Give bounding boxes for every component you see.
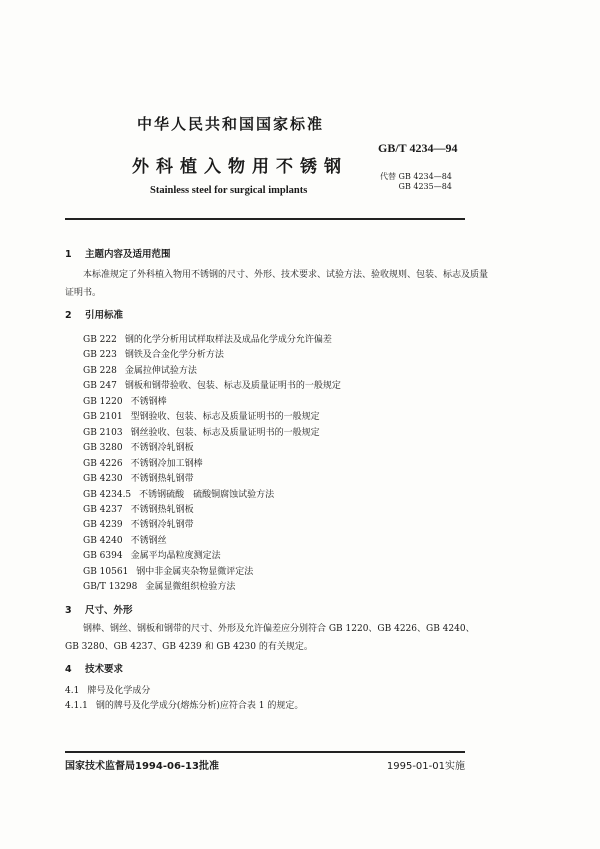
reference-item [83, 517, 194, 530]
reference-code: GB 1220 [83, 396, 123, 407]
reference-title: 不锈钢丝 [130, 535, 167, 546]
reference-title: 不锈钢棒 [130, 396, 167, 407]
paragraph-line: GB 3280、GB 4237、GB 4239 和 GB 4230 的有关规定。 [65, 642, 313, 652]
section-number: 4 [65, 664, 72, 675]
paragraph-line: 钢棒、钢丝、钢板和钢带的尺寸、外形及允许偏差应分别符合 GB 1220、GB 4226、GB 4240、 [83, 624, 475, 634]
reference-title: 钢铁及合金化学分析方法 [124, 350, 224, 361]
reference-code: GB 4234.5 [83, 489, 132, 500]
reference-code: GB 4230 [83, 474, 123, 485]
reference-code: GB 6394 [83, 551, 123, 562]
reference-item [83, 440, 194, 453]
effective-date: 1995-01-01实施 [386, 761, 465, 772]
section-text: 钢的牌号及化学成分(熔炼分析)应符合表 1 的规定。 [95, 701, 304, 711]
reference-title: 钢丝验收、包装、标志及质量证明书的一般规定 [130, 427, 320, 438]
subsection-4-1 [65, 683, 150, 696]
reference-title: 钢的化学分析用试样取样法及成品化学成分允许偏差 [124, 335, 332, 345]
reference-title: 不锈钢热轧钢带 [130, 474, 194, 485]
reference-item [83, 347, 224, 360]
reference-code: GB 223 [83, 350, 117, 361]
reference-title: 型钢验收、包装、标志及质量证明书的一般规定 [130, 412, 320, 423]
reference-code: GB 4237 [83, 504, 123, 515]
document-title: 外科植入物用不锈钢 [132, 157, 348, 177]
reference-item [83, 425, 320, 438]
replaces-block [380, 172, 452, 192]
section-1-heading [65, 246, 171, 260]
reference-code: GB 4239 [83, 520, 123, 531]
section-number: 2 [65, 310, 72, 321]
reference-item [83, 394, 167, 407]
paragraph-line: 本标准规定了外科植入物用不锈钢的尺寸、外形、技术要求、试验方法、验收规则、包装、标志及质量 [83, 270, 489, 280]
section-number: 3 [65, 605, 72, 616]
reference-title: 不锈钢冷轧钢板 [130, 443, 194, 454]
reference-code: GB 228 [83, 365, 117, 376]
reference-title: 不锈钢冷加工钢棒 [130, 458, 203, 469]
section-number: 4.1.1 [65, 701, 88, 711]
reference-title: 不锈钢冷轧钢带 [130, 520, 194, 531]
reference-code: GB 4240 [83, 535, 123, 546]
reference-code: GB 247 [83, 381, 117, 392]
reference-item [83, 564, 253, 577]
section-2-heading [65, 307, 123, 321]
reference-code: GB 2103 [83, 427, 123, 438]
approval-date: 国家技术监督局1994-06-13批准 [65, 761, 219, 772]
footer-divider [65, 751, 465, 753]
subsection-4-1-1 [65, 698, 303, 711]
section-number: 1 [65, 249, 72, 260]
reference-item [83, 502, 194, 515]
reference-title: 钢板和钢带验收、包装、标志及质量证明书的一般规定 [124, 381, 341, 392]
reference-title: 金属平均晶粒度测定法 [130, 551, 221, 562]
english-title: Stainless steel for surgical implants [150, 185, 308, 196]
section-title: 尺寸、外形 [85, 605, 133, 616]
reference-code: GB 222 [83, 335, 117, 345]
paragraph-line: 证明书。 [65, 288, 102, 298]
reference-title: 钢中非金属夹杂物显微评定法 [136, 566, 254, 577]
reference-item [83, 332, 332, 345]
standard-code: GB/T 4234—94 [378, 141, 458, 155]
reference-code: GB 3280 [83, 443, 123, 454]
section-number: 4.1 [65, 686, 80, 696]
reference-item [83, 456, 203, 469]
reference-code: GB 2101 [83, 412, 123, 423]
reference-item [83, 363, 197, 376]
reference-item [83, 533, 167, 546]
replaced-standard: GB 4235—84 [398, 182, 452, 191]
reference-title: 不锈钢热轧钢板 [130, 504, 194, 515]
reference-code: GB 4226 [83, 458, 123, 469]
section-title: 引用标准 [85, 310, 124, 321]
reference-item [83, 409, 320, 422]
reference-title: 金属显微组织检验方法 [145, 582, 236, 593]
replaced-standard: GB 4234—84 [398, 172, 452, 181]
issuing-org-title: 中华人民共和国国家标准 [137, 115, 325, 133]
reference-code: GB 10561 [83, 566, 129, 577]
reference-item [83, 487, 274, 500]
replaces-label: 代替 [380, 172, 396, 181]
reference-title: 不锈钢硫酸 硫酸铜腐蚀试验方法 [139, 489, 275, 500]
section-title: 主题内容及适用范围 [85, 249, 171, 260]
reference-item [83, 548, 221, 561]
section-4-heading [65, 661, 123, 675]
section-3-heading [65, 602, 133, 616]
reference-item [83, 471, 194, 484]
reference-title: 金属拉伸试验方法 [124, 365, 197, 376]
section-text: 牌号及化学成分 [87, 686, 151, 696]
reference-code: GB/T 13298 [83, 582, 138, 593]
section-title: 技术要求 [85, 664, 124, 675]
header-divider [65, 218, 465, 220]
reference-item [83, 378, 341, 391]
reference-item [83, 579, 235, 592]
